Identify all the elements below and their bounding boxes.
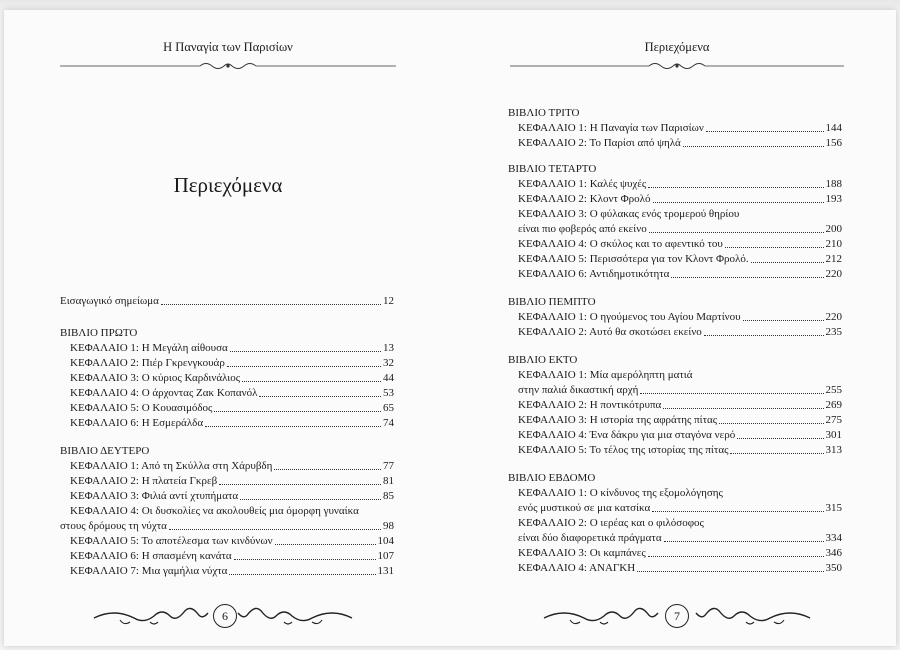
toc-entry[interactable]	[60, 371, 394, 386]
toc-entry[interactable]	[508, 325, 842, 340]
entry-page: 212	[825, 253, 842, 265]
entry-page: 200	[825, 223, 842, 235]
toc-title: Περιεχόμενα	[173, 173, 283, 197]
dot-leader	[725, 247, 824, 248]
entry-label: ΚΕΦΑΛΑΙΟ 1: Ο ηγούμενος του Αγίου Μαρτίνου	[518, 311, 741, 323]
dot-leader	[275, 544, 376, 545]
toc-entry[interactable]	[508, 546, 842, 561]
book-heading: ΒΙΒΛΙΟ ΕΒΔΟΜΟ	[508, 472, 596, 484]
dot-leader	[663, 408, 823, 409]
toc-entry[interactable]	[60, 401, 394, 416]
entry-label: ΚΕΦΑΛΑΙΟ 2: Αυτό θα σκοτώσει εκείνο	[518, 326, 702, 338]
toc-entry[interactable]	[508, 310, 842, 325]
entry-page: 74	[383, 417, 394, 429]
toc-entry[interactable]	[508, 121, 842, 136]
dot-leader	[161, 304, 381, 305]
toc-entry[interactable]	[508, 501, 842, 516]
toc-entry[interactable]	[508, 531, 842, 546]
entry-label: ΚΕΦΑΛΑΙΟ 7: Μια γαμήλια νύχτα	[70, 565, 228, 577]
entry-page: 81	[383, 475, 394, 487]
toc-entry[interactable]	[508, 177, 842, 192]
dot-leader	[648, 187, 823, 188]
entry-page: 53	[383, 387, 394, 399]
toc-entry[interactable]	[508, 443, 842, 458]
entry-label: ΚΕΦΑΛΑΙΟ 4: Ένα δάκρυ για μια σταγόνα νερό	[518, 429, 736, 441]
entry-label: είναι δύο διαφορετικά πράγματα	[518, 532, 662, 544]
header-ornament-rule	[60, 60, 396, 72]
book-heading: ΒΙΒΛΙΟ ΠΕΜΠΤΟ	[508, 296, 596, 308]
entry-label: ΚΕΦΑΛΑΙΟ 5: Το τέλος της ιστορίας της πίτας	[518, 444, 729, 456]
toc-entry[interactable]	[60, 489, 394, 504]
entry-page: 65	[383, 402, 394, 414]
dot-leader	[737, 438, 823, 439]
entry-label: ενός μυστικού σε μια κατσίκα	[518, 502, 651, 514]
page-number: 7	[665, 604, 689, 628]
entry-label: ΚΕΦΑΛΑΙΟ 1: Καλές ψυχές	[518, 178, 647, 190]
dot-leader	[664, 541, 824, 542]
entry-page: 220	[825, 311, 842, 323]
entry-page: 131	[377, 565, 394, 577]
entry-label: στους δρόμους τη νύχτα	[60, 520, 167, 532]
entry-page: 235	[825, 326, 842, 338]
entry-page: 44	[383, 372, 394, 384]
entry-label: ΚΕΦΑΛΑΙΟ 5: Ο Κουασιμόδος	[70, 402, 213, 414]
dot-leader	[240, 499, 381, 500]
dot-leader	[230, 351, 381, 352]
entry-label: ΚΕΦΑΛΑΙΟ 5: Περισσότερα για τον Κλοντ Φρολό.	[518, 253, 749, 265]
toc-entry-line1[interactable]: ΚΕΦΑΛΑΙΟ 1: Ο κίνδυνος της εξομολόγησης	[518, 487, 723, 499]
toc-entry[interactable]	[508, 192, 842, 207]
entry-label: στην παλιά δικαστική αρχή	[518, 384, 639, 396]
toc-entry[interactable]	[60, 474, 394, 489]
dot-leader	[274, 469, 381, 470]
entry-page: 77	[383, 460, 394, 472]
dot-leader	[229, 574, 375, 575]
entry-page: 315	[825, 502, 842, 514]
entry-label: ΚΕΦΑΛΑΙΟ 2: Η πλατεία Γκρεβ	[70, 475, 218, 487]
entry-label: ΚΕΦΑΛΑΙΟ 3: Φιλιά αντί χτυπήματα	[70, 490, 239, 502]
toc-entry-line1[interactable]: ΚΕΦΑΛΑΙΟ 4: Οι δυσκολίες να ακολουθείς μια όμορφη γυναίκα	[70, 505, 359, 517]
dot-leader	[234, 559, 376, 560]
entry-label: ΚΕΦΑΛΑΙΟ 5: Το αποτέλεσμα των κινδύνων	[70, 535, 273, 547]
dot-leader	[704, 335, 824, 336]
entry-label: ΚΕΦΑΛΑΙΟ 3: Οι καμπάνες	[518, 547, 646, 559]
toc-entry[interactable]	[60, 356, 394, 371]
dot-leader	[730, 453, 823, 454]
entry-label: ΚΕΦΑΛΑΙΟ 1: Από τη Σκύλλα στη Χάρυβδη	[70, 460, 273, 472]
book-heading: ΒΙΒΛΙΟ ΤΡΙΤΟ	[508, 107, 580, 119]
entry-page: 275	[825, 414, 842, 426]
toc-entry-line1[interactable]: ΚΕΦΑΛΑΙΟ 3: Ο φύλακας ενός τρομερού θηρίου	[518, 208, 740, 220]
dot-leader	[242, 381, 381, 382]
entry-page: 144	[825, 122, 842, 134]
toc-entry-line1[interactable]: ΚΕΦΑΛΑΙΟ 1: Μία αμερόληπτη ματιά	[518, 369, 693, 381]
toc-entry[interactable]	[508, 413, 842, 428]
dot-leader	[219, 484, 381, 485]
page-number: 6	[213, 604, 237, 628]
entry-label: ΚΕΦΑΛΑΙΟ 4: Ο άρχοντας Ζακ Κοπανόλ	[70, 387, 258, 399]
dot-leader	[214, 411, 381, 412]
entry-page: 85	[383, 490, 394, 502]
entry-label: ΚΕΦΑΛΑΙΟ 4: Ο σκύλος και το αφεντικό του	[518, 238, 723, 250]
toc-entry[interactable]	[60, 459, 394, 474]
dot-leader	[743, 320, 824, 321]
dot-leader	[648, 556, 824, 557]
entry-label: ΚΕΦΑΛΑΙΟ 6: Η Εσμεράλδα	[70, 417, 204, 429]
footer-ornament	[540, 596, 814, 636]
toc-entry-intro[interactable]	[60, 294, 394, 309]
entry-page: 301	[825, 429, 842, 441]
toc-entry[interactable]	[508, 237, 842, 252]
dot-leader	[259, 396, 381, 397]
left-page	[4, 10, 450, 646]
toc-entry[interactable]	[508, 428, 842, 443]
entry-label: ΚΕΦΑΛΑΙΟ 3: Η ιστορία της αφράτης πίτας	[518, 414, 718, 426]
entry-label: ΚΕΦΑΛΑΙΟ 1: Η Παναγία των Παρισίων	[518, 122, 704, 134]
toc-entry[interactable]	[508, 222, 842, 237]
entry-page: 188	[825, 178, 842, 190]
entry-page: 156	[825, 137, 842, 149]
toc-entry[interactable]	[60, 534, 394, 549]
toc-entry[interactable]	[508, 252, 842, 267]
dot-leader	[719, 423, 823, 424]
entry-page: 255	[825, 384, 842, 396]
entry-page: 313	[825, 444, 842, 456]
entry-page: 350	[825, 562, 842, 574]
right-page	[450, 10, 896, 646]
dot-leader	[227, 366, 381, 367]
toc-entry[interactable]	[508, 383, 842, 398]
dot-leader	[637, 571, 823, 572]
entry-label: ΚΕΦΑΛΑΙΟ 2: Η ποντικότρυπα	[518, 399, 662, 411]
book-heading: ΒΙΒΛΙΟ ΤΕΤΑΡΤΟ	[508, 163, 597, 175]
dot-leader	[706, 131, 824, 132]
toc-entry[interactable]	[60, 341, 394, 356]
footer-ornament	[90, 596, 360, 636]
toc-entry[interactable]	[60, 416, 394, 431]
toc-entry[interactable]	[60, 549, 394, 564]
dot-leader	[640, 393, 823, 394]
entry-label: ΚΕΦΑΛΑΙΟ 6: Η σπασμένη κανάτα	[70, 550, 232, 562]
toc-entry[interactable]	[508, 398, 842, 413]
entry-page: 334	[825, 532, 842, 544]
entry-page: 220	[825, 268, 842, 280]
book-heading: ΒΙΒΛΙΟ ΠΡΩΤΟ	[60, 327, 138, 339]
entry-label: ΚΕΦΑΛΑΙΟ 2: Κλοντ Φρολό	[518, 193, 651, 205]
dot-leader	[649, 232, 824, 233]
toc-right	[508, 106, 842, 576]
entry-page: 346	[825, 547, 842, 559]
dot-leader	[652, 511, 823, 512]
running-head: Η Παναγία των Παρισίων	[163, 40, 293, 54]
entry-label: ΚΕΦΑΛΑΙΟ 4: ΑΝΑΓΚΗ	[518, 562, 636, 574]
toc-entry[interactable]	[60, 519, 394, 534]
entry-page: 98	[383, 520, 394, 532]
entry-label: ΚΕΦΑΛΑΙΟ 6: Αντιδημοτικότητα	[518, 268, 670, 280]
toc-entry[interactable]	[60, 386, 394, 401]
entry-page: 12	[383, 295, 394, 307]
entry-page: 104	[377, 535, 394, 547]
toc-entry[interactable]	[508, 136, 842, 151]
entry-page: 107	[377, 550, 394, 562]
toc-entry[interactable]	[60, 564, 394, 579]
toc-entry-line1[interactable]: ΚΕΦΑΛΑΙΟ 2: Ο ιερέας και ο φιλόσοφος	[518, 517, 704, 529]
toc-entry[interactable]	[508, 267, 842, 282]
dot-leader	[683, 146, 824, 147]
toc-left	[60, 294, 394, 579]
entry-label: ΚΕΦΑΛΑΙΟ 2: Το Παρίσι από ψηλά	[518, 137, 681, 149]
entry-page: 32	[383, 357, 394, 369]
entry-page: 269	[825, 399, 842, 411]
dot-leader	[671, 277, 823, 278]
dot-leader	[169, 529, 381, 530]
book-heading: ΒΙΒΛΙΟ ΕΚΤΟ	[508, 354, 578, 366]
book-heading: ΒΙΒΛΙΟ ΔΕΥΤΕΡΟ	[60, 445, 150, 457]
dot-leader	[205, 426, 381, 427]
entry-page: 13	[383, 342, 394, 354]
entry-label: ΚΕΦΑΛΑΙΟ 2: Πιέρ Γκρενγκουάρ	[70, 357, 225, 369]
entry-page: 210	[825, 238, 842, 250]
toc-entry[interactable]	[508, 561, 842, 576]
running-head: Περιεχόμενα	[644, 40, 710, 54]
book-spread	[4, 10, 896, 646]
entry-page: 193	[825, 193, 842, 205]
entry-label: Εισαγωγικό σημείωμα	[60, 295, 159, 307]
header-ornament-rule	[510, 60, 844, 72]
entry-label: ΚΕΦΑΛΑΙΟ 1: Η Μεγάλη αίθουσα	[70, 342, 228, 354]
entry-label: είναι πιο φοβερός από εκείνο	[518, 223, 647, 235]
dot-leader	[751, 262, 824, 263]
entry-label: ΚΕΦΑΛΑΙΟ 3: Ο κύριος Καρδινάλιος	[70, 372, 241, 384]
dot-leader	[653, 202, 824, 203]
